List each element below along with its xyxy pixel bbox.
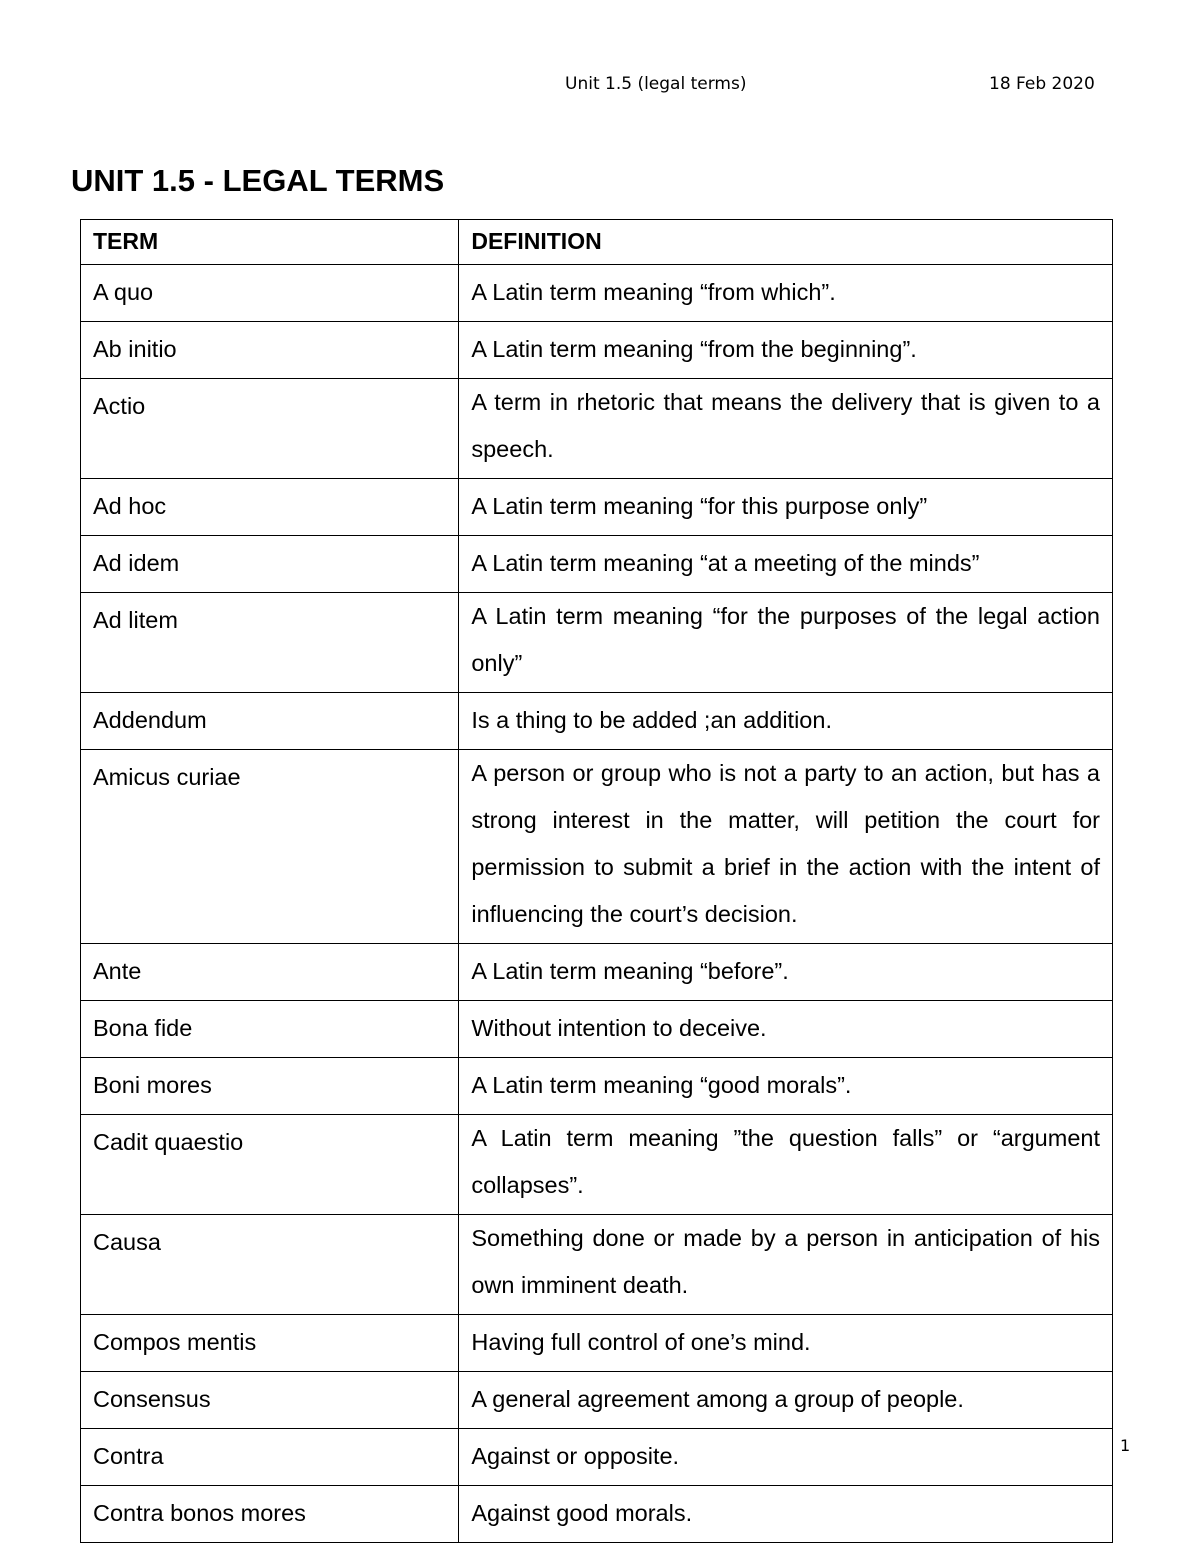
definition-cell: A Latin term meaning “before”. — [459, 944, 1113, 1001]
table-row — [81, 379, 1113, 479]
definition-cell: A Latin term meaning “good morals”. — [459, 1058, 1113, 1115]
table-row — [81, 1486, 1113, 1543]
header-title: Unit 1.5 (legal terms) — [565, 74, 747, 94]
definition-cell: A Latin term meaning “for the purposes of the legal action only” — [459, 593, 1113, 693]
document-title: UNIT 1.5 - LEGAL TERMS — [71, 163, 445, 198]
definition-cell: Against or opposite. — [459, 1429, 1113, 1486]
table-row — [81, 593, 1113, 693]
table-row — [81, 1115, 1113, 1215]
table-row — [81, 1215, 1113, 1315]
table-header-row — [81, 220, 1113, 265]
term-cell: Ad hoc — [81, 479, 459, 536]
table-row — [81, 1429, 1113, 1486]
term-cell: Boni mores — [81, 1058, 459, 1115]
header-date: 18 Feb 2020 — [989, 74, 1095, 94]
table-row — [81, 265, 1113, 322]
definition-cell: A general agreement among a group of people. — [459, 1372, 1113, 1429]
definition-cell: A Latin term meaning “for this purpose only” — [459, 479, 1113, 536]
definition-cell: A Latin term meaning “at a meeting of the minds” — [459, 536, 1113, 593]
term-cell: Cadit quaestio — [81, 1115, 459, 1215]
legal-terms-table — [80, 219, 1113, 1543]
definition-cell: A term in rhetoric that means the delivery that is given to a speech. — [459, 379, 1113, 479]
term-cell: Addendum — [81, 693, 459, 750]
term-cell: Amicus curiae — [81, 750, 459, 944]
term-cell: Ad idem — [81, 536, 459, 593]
term-cell: Contra — [81, 1429, 459, 1486]
table-row — [81, 1372, 1113, 1429]
definition-cell: Without intention to deceive. — [459, 1001, 1113, 1058]
table-row — [81, 1058, 1113, 1115]
term-cell: Consensus — [81, 1372, 459, 1429]
table-row — [81, 322, 1113, 379]
table-row — [81, 693, 1113, 750]
table-row — [81, 536, 1113, 593]
definition-cell: A Latin term meaning ”the question falls” or “argument collapses”. — [459, 1115, 1113, 1215]
term-column-header: TERM — [81, 220, 459, 265]
table-row — [81, 750, 1113, 944]
term-cell: Ad litem — [81, 593, 459, 693]
term-cell: Compos mentis — [81, 1315, 459, 1372]
table-row — [81, 1315, 1113, 1372]
definition-cell: A person or group who is not a party to an action, but has a strong interest in the matter, will petition the court for permission to submit a brief in the action with the intent of influencing the court’s decision. — [459, 750, 1113, 944]
table-row — [81, 479, 1113, 536]
term-cell: Causa — [81, 1215, 459, 1315]
table-row — [81, 1001, 1113, 1058]
term-cell: Ab initio — [81, 322, 459, 379]
term-cell: Contra bonos mores — [81, 1486, 459, 1543]
definition-cell: Having full control of one’s mind. — [459, 1315, 1113, 1372]
term-cell: Bona fide — [81, 1001, 459, 1058]
term-cell: Ante — [81, 944, 459, 1001]
definition-cell: A Latin term meaning “from the beginning”. — [459, 322, 1113, 379]
definition-cell: Against good morals. — [459, 1486, 1113, 1543]
term-cell: A quo — [81, 265, 459, 322]
page-header — [0, 74, 1200, 98]
definition-cell: Is a thing to be added ;an addition. — [459, 693, 1113, 750]
table-row — [81, 944, 1113, 1001]
term-cell: Actio — [81, 379, 459, 479]
definition-cell: A Latin term meaning “from which”. — [459, 265, 1113, 322]
definition-column-header: DEFINITION — [459, 220, 1113, 265]
definition-cell: Something done or made by a person in anticipation of his own imminent death. — [459, 1215, 1113, 1315]
page-number: 1 — [1120, 1436, 1131, 1455]
